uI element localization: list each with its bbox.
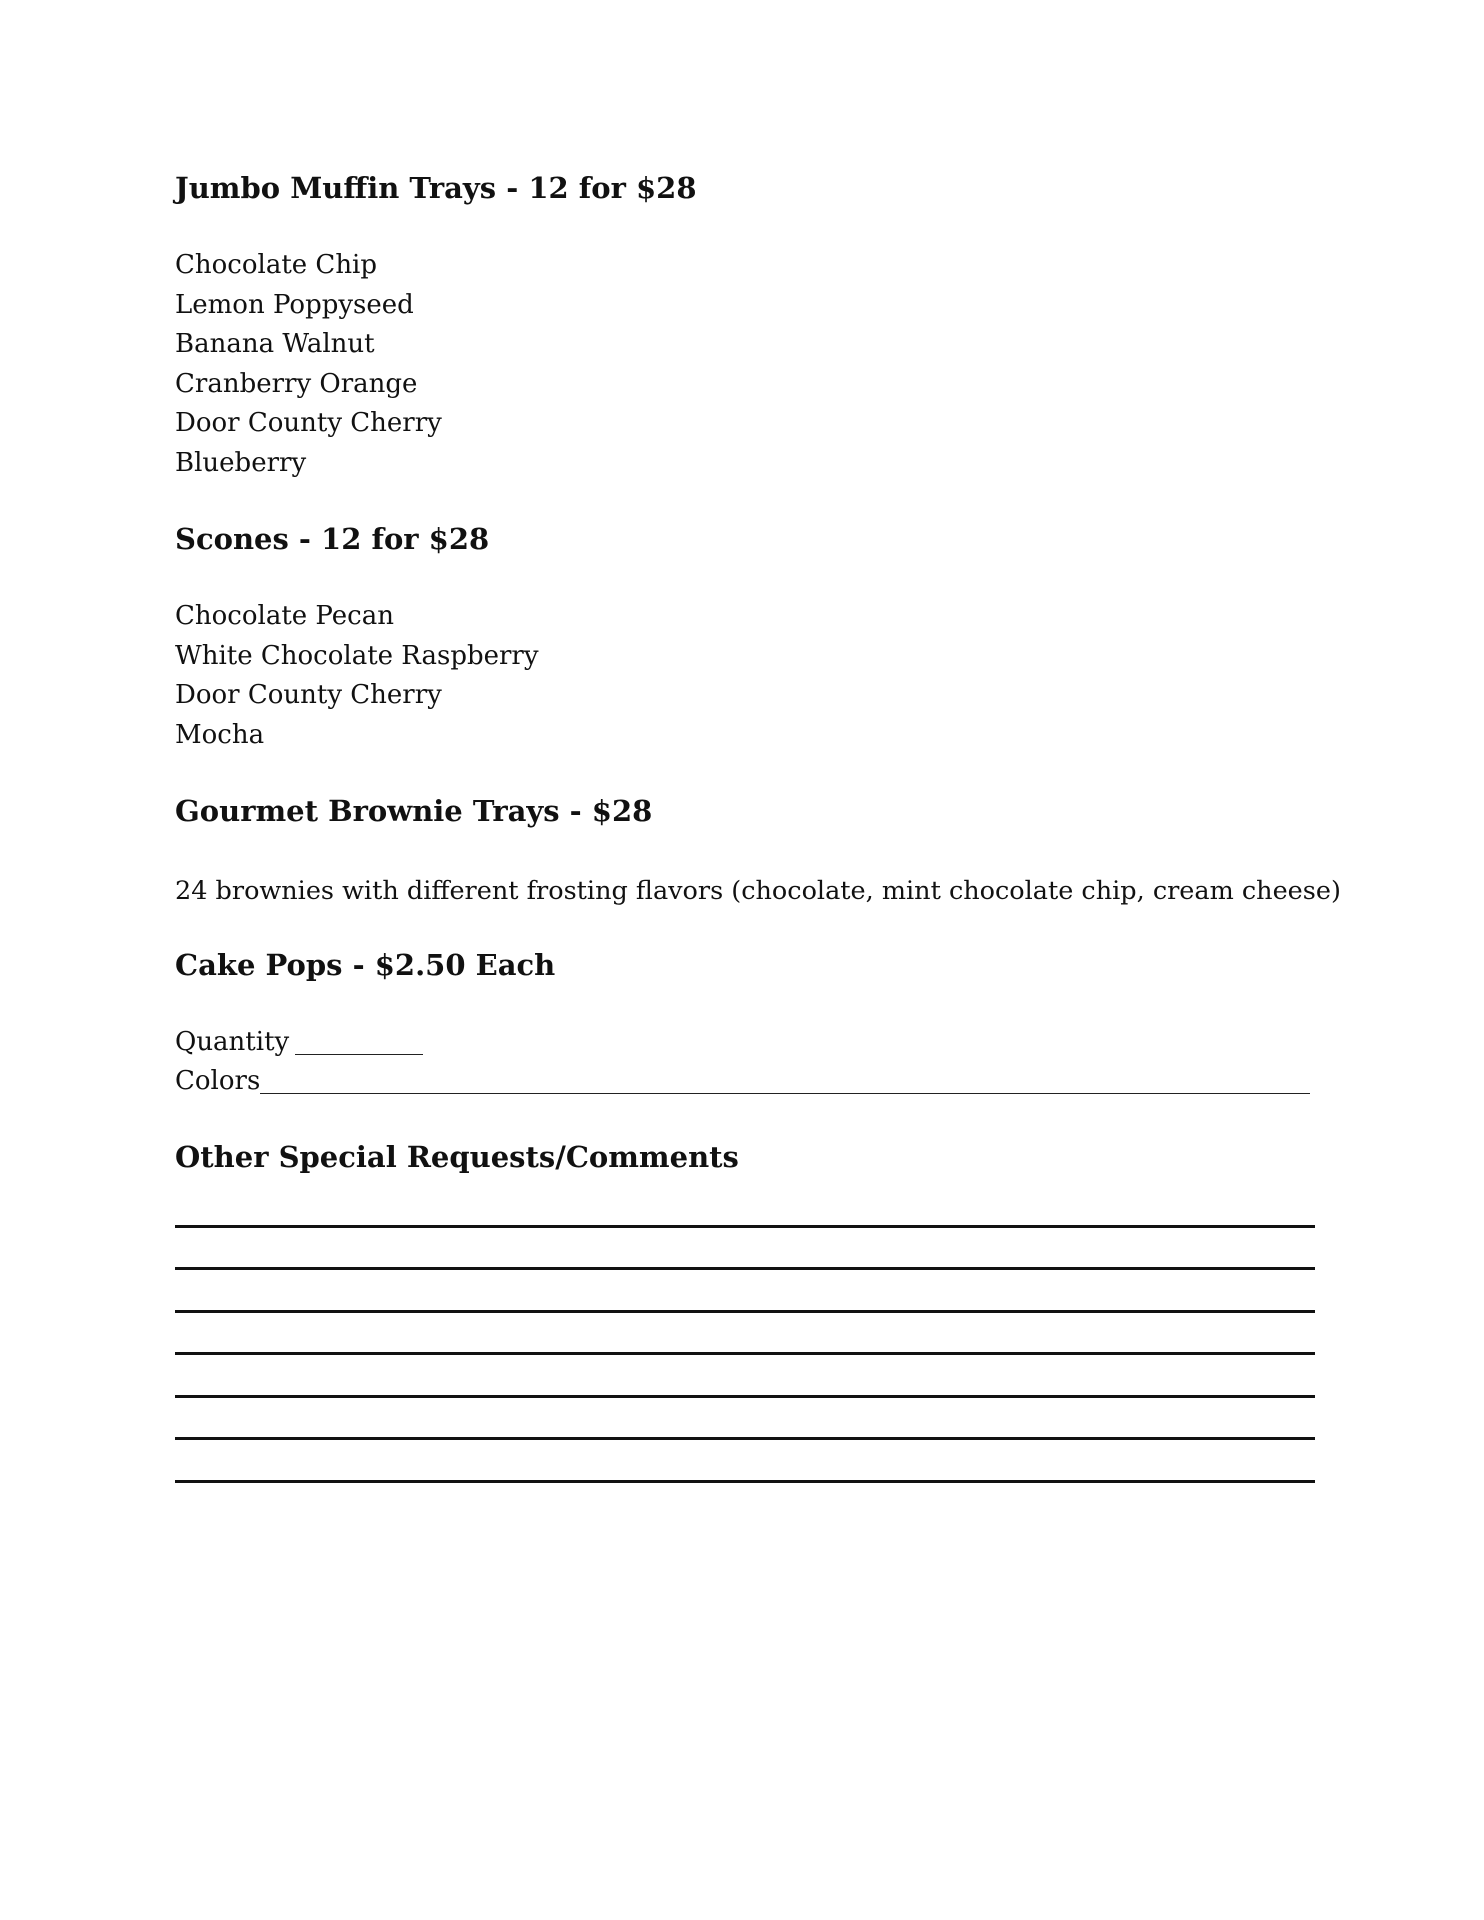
comments-section <box>175 1139 1315 1483</box>
cake-pops-fields <box>175 1023 1315 1101</box>
list-item: Lemon Poppyseed <box>175 289 414 320</box>
cake-pops-section <box>175 947 1315 1101</box>
muffin-heading: Jumbo Muffin Trays - 12 for $28 <box>175 171 697 205</box>
list-item: Door County Cherry <box>175 408 442 438</box>
list-item: Door County Cherry <box>175 680 442 710</box>
list-item: Blueberry <box>175 447 307 478</box>
comment-lines <box>175 1185 1315 1483</box>
brownie-section <box>175 793 1341 909</box>
comment-line[interactable] <box>175 1228 1315 1271</box>
colors-label: Colors <box>175 1066 261 1096</box>
scones-flavor-list <box>175 597 1315 755</box>
list-item: Chocolate Pecan <box>175 601 394 631</box>
muffin-flavor-list <box>175 246 1315 483</box>
comment-line[interactable] <box>175 1440 1315 1483</box>
brownie-heading: Gourmet Brownie Trays - $28 <box>175 794 653 828</box>
comments-heading: Other Special Requests/Comments <box>175 1140 739 1174</box>
list-item: Banana Walnut <box>175 329 375 359</box>
comment-line[interactable] <box>175 1355 1315 1398</box>
quantity-field[interactable] <box>295 1024 423 1055</box>
order-form-page <box>175 170 1341 1483</box>
comment-line[interactable] <box>175 1313 1315 1356</box>
cake-pops-heading: Cake Pops - $2.50 Each <box>175 948 556 982</box>
brownie-description: 24 brownies with different frosting flavors (chocolate, mint chocolate chip, cream cheese) <box>175 876 1341 906</box>
comment-line[interactable] <box>175 1270 1315 1313</box>
comment-line[interactable] <box>175 1185 1315 1228</box>
comment-line[interactable] <box>175 1398 1315 1441</box>
list-item: Chocolate Chip <box>175 250 378 280</box>
list-item: White Chocolate Raspberry <box>175 640 539 671</box>
list-item: Mocha <box>175 719 265 750</box>
scones-section <box>175 521 1315 755</box>
scones-heading: Scones - 12 for $28 <box>175 522 490 556</box>
colors-row <box>175 1062 1315 1101</box>
quantity-row <box>175 1023 1315 1062</box>
muffin-section <box>175 170 1315 483</box>
colors-field[interactable] <box>260 1063 1310 1094</box>
quantity-label: Quantity <box>175 1027 290 1057</box>
list-item: Cranberry Orange <box>175 368 418 399</box>
